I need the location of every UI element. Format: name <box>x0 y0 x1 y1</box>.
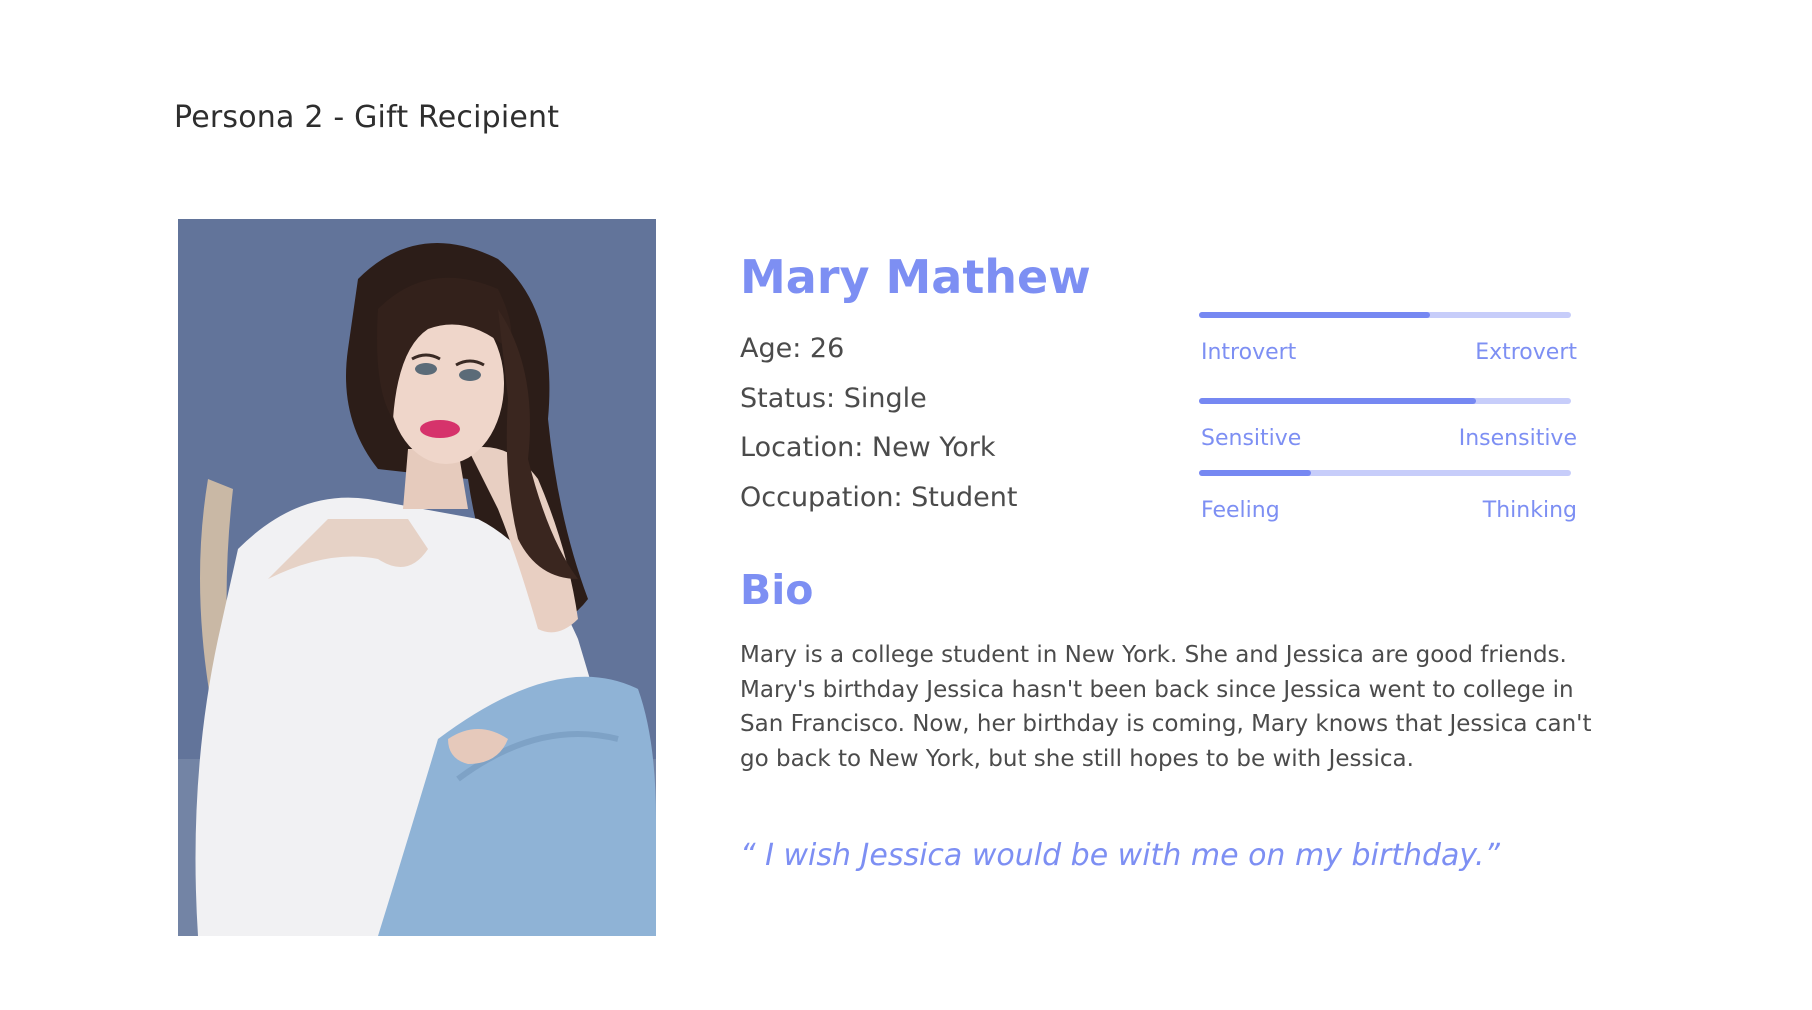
trait-feeling-thinking <box>1199 470 1577 528</box>
trait-left-label: Introvert <box>1201 340 1297 365</box>
trait-left-label: Feeling <box>1201 498 1280 523</box>
trait-fill <box>1199 398 1476 404</box>
trait-track <box>1199 312 1571 318</box>
trait-left-label: Sensitive <box>1201 426 1302 451</box>
trait-labels <box>1199 498 1577 528</box>
fact-age: Age: 26 <box>740 333 845 364</box>
trait-right-label: Thinking <box>1482 498 1577 523</box>
persona-name: Mary Mathew <box>740 250 1091 304</box>
trait-track <box>1199 470 1571 476</box>
trait-track <box>1199 398 1571 404</box>
portrait-image <box>178 219 656 936</box>
fact-location: Location: New York <box>740 432 996 463</box>
fact-status: Status: Single <box>740 382 927 414</box>
trait-introvert-extrovert <box>1199 312 1577 370</box>
trait-fill <box>1199 312 1430 318</box>
persona-photo <box>178 219 656 936</box>
trait-labels <box>1199 426 1577 456</box>
trait-fill <box>1199 470 1311 476</box>
trait-labels <box>1199 340 1577 370</box>
bio-heading: Bio <box>740 566 814 614</box>
persona-facts <box>740 330 1017 528</box>
page-title: Persona 2 - Gift Recipient <box>174 100 560 135</box>
bio-text: Mary is a college student in New York. She and Jessica are good friends. Mary's birthday Jessica hasn't been back since Jessica went to college in San Francisco. Now, her birthday is coming, Mary knows that Jessica can't go back to New York, but she still hopes to be with Jessica. <box>740 642 1592 772</box>
trait-right-label: Extrovert <box>1475 340 1577 365</box>
trait-right-label: Insensitive <box>1458 426 1577 451</box>
fact-occupation: Occupation: Student <box>740 481 1018 513</box>
persona-quote: “ I wish Jessica would be with me on my birthday.” <box>740 838 1500 873</box>
trait-sensitive-insensitive <box>1199 398 1577 456</box>
